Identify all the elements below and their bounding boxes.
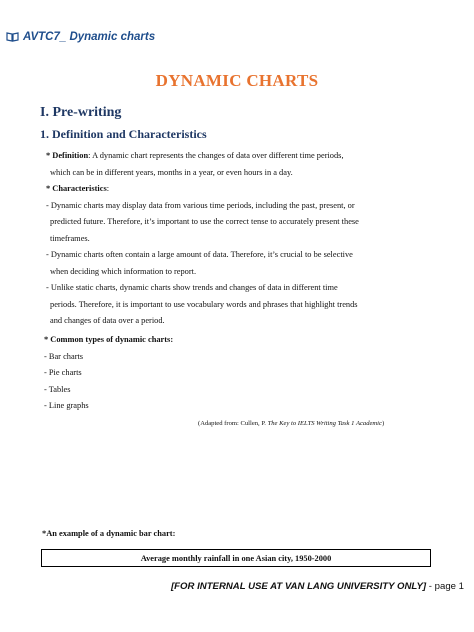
source-suffix: ) <box>381 420 385 427</box>
page-footer <box>171 581 464 592</box>
definition-text: : A dynamic chart represents the changes of data over different time periods, <box>88 151 344 160</box>
body-line: and changes of data over a period. <box>50 316 165 325</box>
document-header <box>6 31 155 43</box>
body-line: periods. Therefore, it is important to use vocabulary words and phrases that highlight trends <box>50 299 358 309</box>
common-types-label: * Common types of dynamic charts: <box>44 335 174 344</box>
list-item: - Tables <box>44 384 71 394</box>
chart-title-box <box>41 549 431 567</box>
body-line: - Dynamic charts may display data from various time periods, including the past, present, or <box>46 200 355 210</box>
definition-label: * Definition <box>46 151 89 160</box>
characteristics-line <box>46 181 406 198</box>
definition-line <box>46 148 406 165</box>
page-number: - page 1 <box>426 581 464 592</box>
subsection-heading: 1. Definition and Characteristics <box>40 127 207 141</box>
characteristics-colon: : <box>106 184 110 193</box>
body-line: - Dynamic charts often contain a large amount of data. Therefore, it’s crucial to be selective <box>46 250 353 259</box>
header-text: AVTC7_ Dynamic charts <box>23 31 156 43</box>
list-item: - Pie charts <box>44 368 82 377</box>
definition-cont: which can be in different years, months in a year, or even hours in a day. <box>50 167 293 177</box>
chart-title: Average monthly rainfall in one Asian city, 1950-2000 <box>140 553 332 563</box>
example-label: *An example of a dynamic bar chart: <box>42 529 176 538</box>
source-book: The Key to IELTS Writing Task 1 Academic <box>267 420 382 427</box>
body-line: - Unlike static charts, dynamic charts show trends and changes of data in different time <box>46 283 338 292</box>
section-heading: I. Pre-writing <box>40 105 122 120</box>
body-line: when deciding which information to report. <box>50 266 197 276</box>
body-text <box>46 148 406 330</box>
body-line: predicted future. Therefore, it’s important to use the correct tense to accurately present these <box>50 217 359 226</box>
list-item: - Bar charts <box>44 351 84 361</box>
book-icon <box>6 32 19 42</box>
source-citation <box>198 420 384 427</box>
list-item: - Line graphs <box>44 401 89 410</box>
source-prefix: (Adapted from: Cullen, P. <box>198 420 268 427</box>
footer-notice: [FOR INTERNAL USE AT VAN LANG UNIVERSITY ONLY] <box>170 581 427 592</box>
characteristics-label: * Characteristics <box>46 184 107 193</box>
types-list <box>44 332 173 415</box>
body-line: timeframes. <box>50 233 90 243</box>
page-title: DYNAMIC CHARTS <box>155 71 319 90</box>
